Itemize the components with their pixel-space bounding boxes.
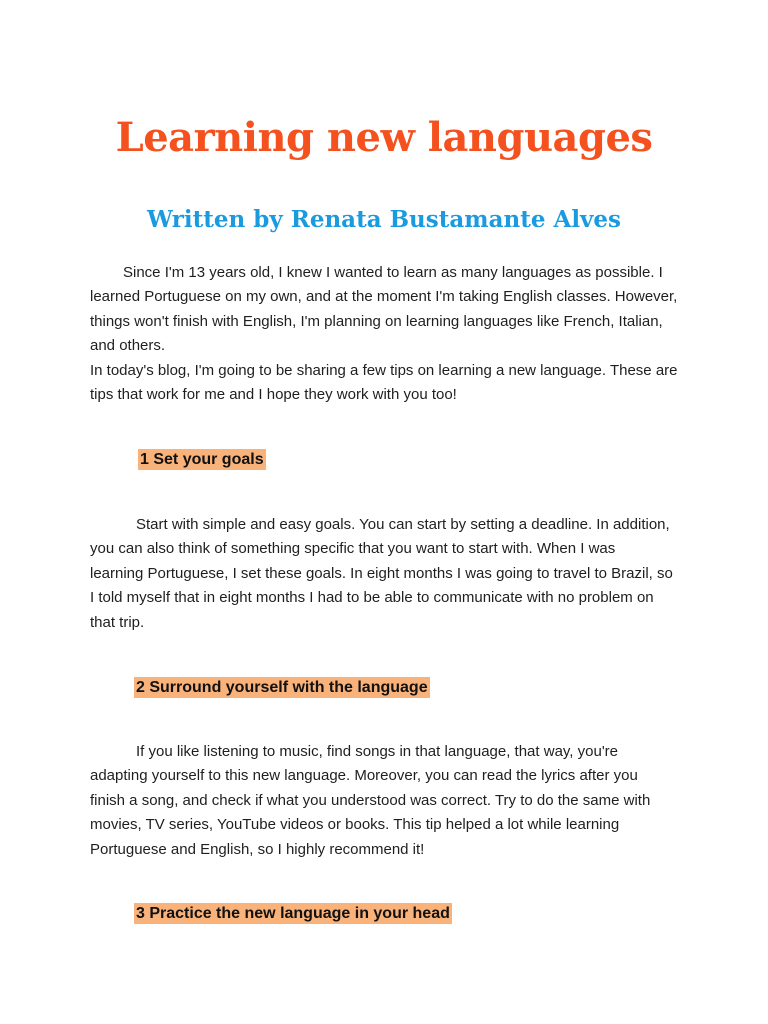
- section-heading-set-goals: 1 Set your goals: [140, 451, 264, 468]
- paragraph-line: you can also think of something specific that you want to start with. When I was: [90, 540, 616, 558]
- paragraph-line: If you like listening to music, find songs in that language, that way, you're: [136, 743, 619, 760]
- section-heading-surround-language: 2 Surround yourself with the language: [136, 679, 428, 696]
- paragraph-line: movies, TV series, YouTube videos or books. This tip helped a lot while learning: [90, 816, 620, 834]
- paragraph-line: adapting yourself to this new language. Moreover, you can read the lyrics after you: [90, 767, 638, 785]
- paragraph-line: tips that work for me and I hope they work with you too!: [90, 386, 457, 404]
- paragraph-line: and others.: [90, 337, 166, 355]
- section-heading-practice-in-head: 3 Practice the new language in your head: [136, 905, 450, 922]
- paragraph-line: finish a song, and check if what you understood was correct. Try to do the same with: [90, 791, 651, 809]
- page-title: Learning new languages: [115, 114, 653, 161]
- paragraph-line: Portuguese and English, so I highly recommend it!: [90, 840, 425, 858]
- paragraph-line: In today's blog, I'm going to be sharing a few tips on learning a new language. These are: [90, 361, 678, 379]
- intro-paragraph: [90, 261, 690, 407]
- paragraph-line: learning Portuguese, I set these goals. In eight months I was going to travel to Brazil, so: [90, 564, 673, 582]
- section-paragraph-set-goals: [90, 513, 690, 635]
- paragraph-line: Start with simple and easy goals. You can start by setting a deadline. In addition,: [136, 516, 670, 533]
- paragraph-line: learned Portuguese on my own, and at the moment I'm taking English classes. However,: [90, 288, 678, 306]
- paragraph-line: I told myself that in eight months I had to be able to communicate with no problem on: [90, 589, 654, 607]
- paragraph-line: Since I'm 13 years old, I knew I wanted to learn as many languages as possible. I: [123, 264, 663, 281]
- author-byline: Written by Renata Bustamante Alves: [146, 206, 621, 233]
- paragraph-line: that trip.: [90, 613, 145, 631]
- section-paragraph-surround-language: [90, 740, 690, 862]
- paragraph-line: things won't finish with English, I'm planning on learning languages like French, Italian,: [90, 312, 663, 330]
